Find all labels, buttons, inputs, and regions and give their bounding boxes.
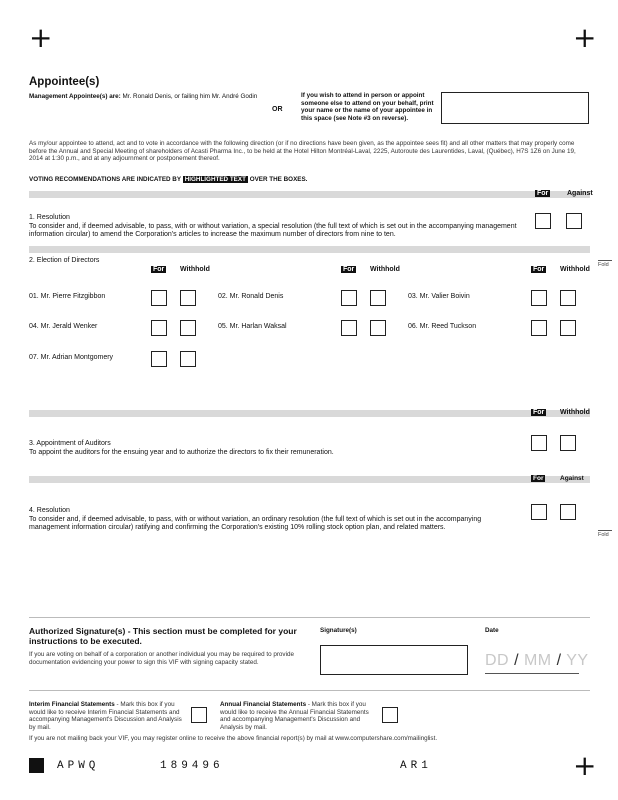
resolution-4-against-checkbox[interactable] (560, 504, 576, 520)
director-name: 03. Mr. Valier Boivin (408, 293, 470, 300)
director-name: 01. Mr. Pierre Fitzgibbon (29, 293, 106, 300)
financial-divider (29, 690, 590, 691)
date-label: Date (485, 627, 499, 634)
resolution-4 (29, 507, 519, 533)
registration-mark-top-right: + (573, 21, 597, 54)
section-band-4 (29, 476, 590, 483)
date-underline (485, 673, 579, 674)
footer-black-square (29, 758, 44, 773)
proxy-text: As my/our appointee to attend, act and to vote in accordance with the following direction (or if no directions have been given, as the appointee sees fit) and all other matters that may properly come before the Annual and Special Meeting of shareholders of Acasti Pharma Inc., to be held at the Hotel Hilton Montréal-Laval, 2225, Autoroute des Laurentides, Laval, (Québec), H7S 1Z6 on June 19, 2014 at 1:30 p.m., and at any adjournment or postponement thereof. (29, 140, 576, 163)
annual-text: - Mark this box if you would like to receive the Annual Financial Statements and accompanying Management's Discussion and Analysis by mail. (220, 701, 369, 731)
management-appointees (29, 93, 259, 101)
fold-line-2 (598, 530, 612, 531)
interim-financial-checkbox[interactable] (191, 707, 207, 723)
fold-mark-1: Fold (598, 262, 609, 268)
withhold-header-d3: Withhold (560, 266, 590, 273)
appointee-name-field[interactable] (441, 92, 589, 124)
fold-mark-2: Fold (598, 532, 609, 538)
resolution-4-for-checkbox[interactable] (531, 504, 547, 520)
director-06-for-checkbox[interactable] (531, 320, 547, 336)
withhold-header-d1: Withhold (180, 266, 210, 273)
director-03-for-checkbox[interactable] (531, 290, 547, 306)
auditors-title: 3. Appointment of Auditors (29, 440, 111, 447)
against-header-r1: Against (567, 190, 593, 197)
rec-highlight: HIGHLIGHTED TEXT (184, 176, 246, 183)
appointee-heading: Appointee(s) (29, 76, 100, 88)
auditors-text: To appoint the auditors for the ensuing year and to authorize the directors to fix their remuneration. (29, 448, 334, 456)
for-header-d3: For (533, 266, 545, 273)
withhold-header-d2: Withhold (370, 266, 400, 273)
for-header-r1: For (537, 190, 549, 197)
interim-statement (29, 701, 187, 731)
director-04-for-checkbox[interactable] (151, 320, 167, 336)
or-label: OR (272, 106, 283, 113)
director-name: 02. Mr. Ronald Denis (218, 293, 284, 300)
registration-mark-top-left: + (29, 21, 53, 54)
auditors-for-checkbox[interactable] (531, 435, 547, 451)
resolution-1-against-checkbox[interactable] (566, 213, 582, 229)
director-06-withhold-checkbox[interactable] (560, 320, 576, 336)
resolution-1-for-checkbox[interactable] (535, 213, 551, 229)
section-band-2 (29, 246, 590, 253)
director-07-withhold-checkbox[interactable] (180, 351, 196, 367)
resolution-4-title: 4. Resolution (29, 507, 70, 514)
rec-prefix: VOTING RECOMMENDATIONS ARE INDICATED BY (29, 176, 181, 183)
appointee-instruction: If you wish to attend in person or appoint someone else to attend on your behalf, print your name or the name of your appointee in this space (see Note #3 on reverse). (301, 92, 434, 122)
annual-title: Annual Financial Statements (220, 701, 307, 708)
mgmt-names: Mr. Ronald Denis, or failing him Mr. André Godin (122, 93, 258, 100)
annual-financial-checkbox[interactable] (382, 707, 398, 723)
director-01-for-checkbox[interactable] (151, 290, 167, 306)
annual-statement (220, 701, 377, 731)
signature-heading: Authorized Signature(s) - This section must be completed for your instructions to be executed. (29, 626, 297, 646)
date-field[interactable]: DD / MM / YY (485, 652, 589, 669)
directors-title: 2. Election of Directors (29, 257, 100, 264)
signature-divider (29, 617, 590, 618)
director-05-for-checkbox[interactable] (341, 320, 357, 336)
against-header-r4: Against (560, 475, 584, 482)
resolution-1-text: To consider and, if deemed advisable, to pass, with or without variation, a special resolution (the full text of which is set out in the accompanying management information circular) to amend the Corporation's articles to increase the maximum number of directors from nine to ten. (29, 222, 517, 239)
director-name: 04. Mr. Jerald Wenker (29, 323, 98, 330)
resolution-1 (29, 214, 519, 240)
rec-suffix: OVER THE BOXES. (249, 176, 308, 183)
for-header-d1: For (153, 266, 165, 273)
signature-label: Signature(s) (320, 627, 357, 634)
director-name: 05. Mr. Harlan Waksal (218, 323, 287, 330)
mgmt-label: Management Appointee(s) are: (29, 93, 121, 100)
director-name: 07. Mr. Adrian Montgomery (29, 354, 114, 361)
for-header-d2: For (343, 266, 355, 273)
auditors-withhold-checkbox[interactable] (560, 435, 576, 451)
section-band-3 (29, 410, 590, 417)
online-note: If you are not mailing back your VIF, you may register online to receive the above financial report(s) by mail at www.computershare.com/mailinglist. (29, 735, 438, 742)
footer-code-2: 189496 (160, 760, 224, 772)
fold-line-1 (598, 260, 612, 261)
resolution-4-text: To consider and, if deemed advisable, to pass, with or without variation, an ordinary resolution (the full text of which is set out in the accompanying management information circular) ratifying and confirming the Corporation's existing 10% rolling stock option plan, and related matters. (29, 515, 482, 532)
for-header-r4: For (533, 475, 544, 482)
registration-mark-bottom-right: + (573, 749, 597, 782)
voting-recommendations (29, 176, 307, 184)
resolution-1-title: 1. Resolution (29, 214, 70, 221)
auditors (29, 440, 519, 457)
interim-text: - Mark this box if you would like to receive Interim Financial Statements and accompanying Management's Discussion and Analysis by mail. (29, 701, 182, 731)
director-05-withhold-checkbox[interactable] (370, 320, 386, 336)
footer-code-1: APWQ (57, 760, 100, 772)
signature-field[interactable] (320, 645, 468, 675)
director-02-for-checkbox[interactable] (341, 290, 357, 306)
withhold-header-a: Withhold (560, 409, 590, 416)
footer-code-3: AR1 (400, 760, 432, 772)
director-name: 06. Mr. Reed Tuckson (408, 323, 477, 330)
interim-title: Interim Financial Statements (29, 701, 115, 708)
section-band-1 (29, 191, 590, 198)
director-02-withhold-checkbox[interactable] (370, 290, 386, 306)
director-03-withhold-checkbox[interactable] (560, 290, 576, 306)
director-01-withhold-checkbox[interactable] (180, 290, 196, 306)
signature-note: If you are voting on behalf of a corporation or another individual you may be required to provide documentation evidencing your power to sign this VIF with signing capacity stated. (29, 651, 294, 666)
director-07-for-checkbox[interactable] (151, 351, 167, 367)
director-04-withhold-checkbox[interactable] (180, 320, 196, 336)
for-header-a: For (533, 409, 545, 416)
